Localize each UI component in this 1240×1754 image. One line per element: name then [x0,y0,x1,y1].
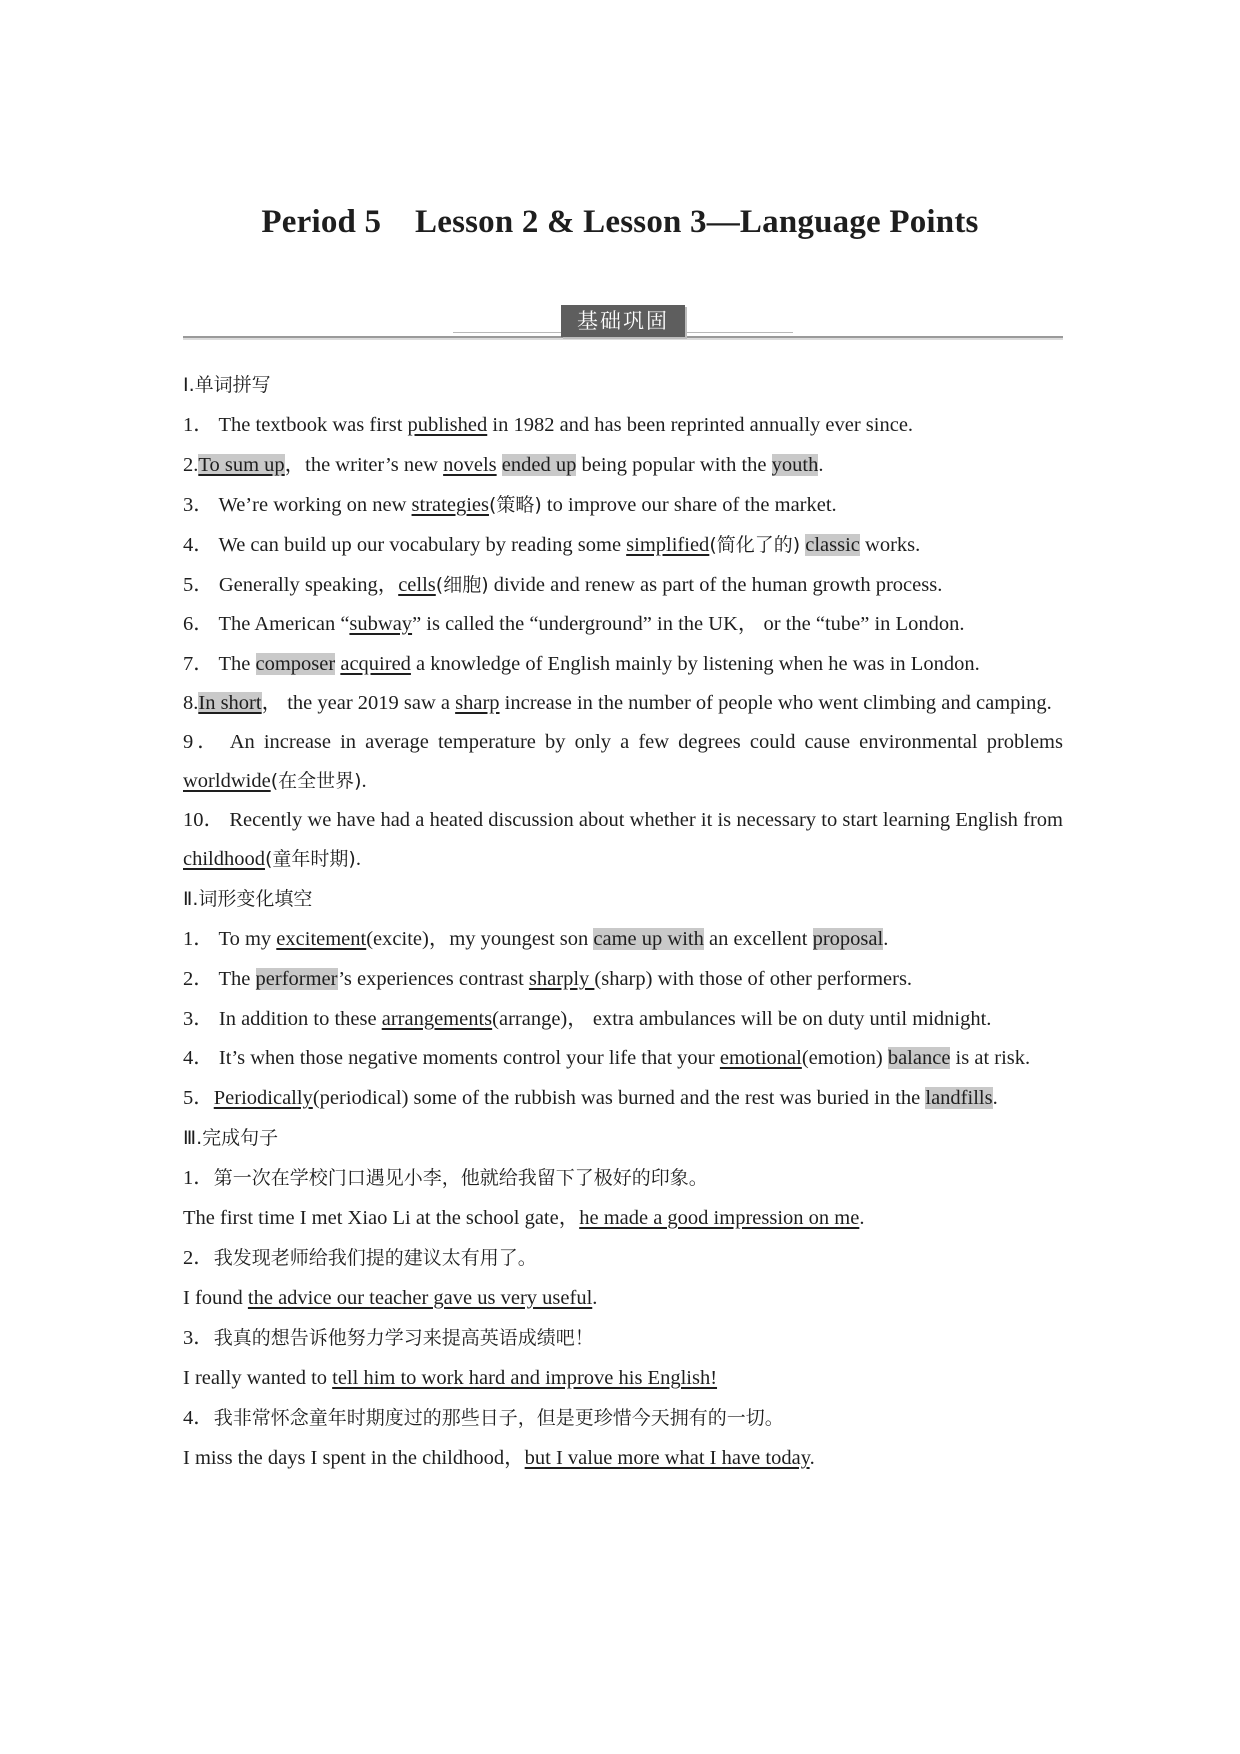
highlighted-answer: In short [198,692,262,714]
answer-underlined: simplified [626,534,710,556]
exercise-line [183,1398,1063,1438]
answer-underlined: but I value more what I have today [524,1447,810,1469]
highlighted-term: proposal [812,928,884,950]
chinese-text: (在全世界) [270,770,362,792]
exercise-line [183,485,1063,525]
text-segment: . [355,848,361,870]
answer-underlined: Periodically [213,1087,313,1109]
answer-underlined: sharply [528,968,595,990]
text-segment: 1． To my [183,928,277,950]
highlighted-term: performer [255,968,339,990]
chinese-text: (童年时期) [265,848,356,870]
answer-underlined: cells [398,574,436,596]
text-segment: I really wanted to [183,1367,333,1389]
exercise-line [183,959,1063,999]
text-segment: I miss the days I spent in the childhood， [183,1447,525,1469]
exercise-item [183,801,1063,879]
chinese-text: (简化了的) [709,534,801,556]
text-segment: 2. [183,454,199,476]
highlighted-answer: To sum up [198,454,285,476]
text-segment [497,454,502,476]
exercise-line [183,1158,1063,1198]
text-segment: divide and renew as part of the human growth process. [488,574,943,596]
text-segment: 3． In addition to these [183,1008,382,1030]
answer-underlined: worldwide [183,770,271,792]
answer-underlined: he made a good impression on me [579,1207,860,1229]
answer-underlined: emotional [719,1047,802,1069]
answer-underlined: strategies [411,494,489,516]
text-segment: . [809,1447,815,1469]
chinese-text: 我非常怀念童年时期度过的那些日子，但是更珍惜今天拥有的一切。 [213,1407,784,1429]
text-segment: 10． Recently we have had a heated discussion about whether it is necessary to start learning English from [183,809,1063,831]
answer-underlined: sharp [455,692,500,714]
text-segment: 4． [183,1407,214,1429]
chinese-text: 我发现老师给我们提的建议太有用了。 [213,1247,537,1269]
exercise-item [183,1039,1063,1078]
text-segment: (emotion) [801,1047,888,1069]
section-banner [183,300,1063,340]
text-segment: 4． It’s when those negative moments control your life that your [183,1047,720,1069]
exercise-item [183,684,1063,723]
section-heading [183,879,1063,919]
text-segment: 6． The American “ [183,613,350,635]
text-segment: (sharp) with those of other performers. [594,968,913,990]
text-segment: . [992,1087,998,1109]
text-segment: 2． [183,1247,214,1269]
answer-underlined: acquired [340,653,411,675]
text-segment: 4． We can build up our vocabulary by reading some [183,534,627,556]
text-segment: 3． [183,1327,214,1349]
text-segment: . [818,454,824,476]
exercise-line [183,405,1063,445]
text-segment: Ⅲ.完成句子 [183,1127,279,1149]
answer-underlined: tell him to work hard and improve his English! [332,1367,718,1389]
answer-underlined: novels [443,454,497,476]
section-heading [183,1118,1063,1158]
text-segment: works. [859,534,921,556]
text-segment: being popular with the [576,454,772,476]
chinese-text: 我真的想告诉他努力学习来提高英语成绩吧！ [213,1327,594,1349]
highlighted-term: landfills [925,1087,993,1109]
page-title: Period 5 Lesson 2 & Lesson 3—Language Points [261,204,979,240]
highlighted-term: youth [771,454,819,476]
text-segment: 8. [183,692,199,714]
answer-underlined: the advice our teacher gave us very useful [247,1287,593,1309]
text-segment: Ⅱ.词形变化填空 [183,888,313,910]
answer-underlined: subway [349,613,413,635]
text-segment: an excellent [703,928,813,950]
text-segment: (periodical) some of the rubbish was burned and the rest was buried in the [312,1087,926,1109]
exercise-item [183,723,1063,801]
chinese-text: (细胞) [435,574,489,596]
exercise-line [183,1318,1063,1358]
exercise-item [183,605,1063,644]
text-segment: 3． We’re working on new [183,494,412,516]
text-segment: . [361,770,367,792]
exercise-line [183,644,1063,684]
highlighted-term: came up with [593,928,704,950]
highlighted-term: classic [805,534,860,556]
exercise-line [183,1198,1063,1238]
highlighted-term: ended up [501,454,577,476]
text-segment: The first time I met Xiao Li at the school gate， [183,1207,580,1229]
text-segment: ” is called the “underground” in the UK， or the “tube” in London. [412,613,965,635]
exercise-line [183,999,1063,1039]
text-segment: ’s experiences contrast [338,968,529,990]
exercise-line [183,525,1063,565]
chinese-text: 第一次在学校门口遇见小李，他就给我留下了极好的印象。 [213,1167,708,1189]
section-badge: 基础巩固 [561,305,685,337]
highlighted-term: composer [255,653,336,675]
text-segment: a knowledge of English mainly by listening when he was in London. [410,653,980,675]
exercise-line [183,1358,1063,1398]
text-segment: Ⅰ.单词拼写 [183,374,271,396]
text-segment: increase in the number of people who went climbing and camping. [499,692,1052,714]
answer-underlined: childhood [183,848,265,870]
text-segment: ，the writer’s new [284,454,444,476]
text-segment: 1． The textbook was first [183,414,408,436]
text-segment: 5． [183,1087,214,1109]
exercise-line [183,445,1063,485]
text-segment: 1． [183,1167,214,1189]
text-segment: to improve our share of the market. [541,494,837,516]
text-segment: (arrange)， extra ambulances will be on duty until midnight. [492,1008,992,1030]
chinese-text: (策略) [488,494,542,516]
highlighted-term: balance [887,1047,951,1069]
text-segment: 9． An increase in average temperature by only a few degrees could cause environmental problems [183,731,1063,753]
exercise-body [183,365,1063,1478]
answer-underlined: excitement [276,928,367,950]
text-segment: 2． The [183,968,256,990]
exercise-line [183,1278,1063,1318]
answer-underlined: published [407,414,488,436]
section-heading [183,365,1063,405]
exercise-line [183,1238,1063,1278]
text-segment: . [883,928,889,950]
exercise-line [183,1438,1063,1478]
text-segment: . [859,1207,865,1229]
exercise-line [183,919,1063,959]
banner-rule-shadow [183,338,1063,340]
text-segment: ， the year 2019 saw a [261,692,456,714]
text-segment: (excite)，my youngest son [366,928,594,950]
text-segment: in 1982 and has been reprinted annually ever since. [487,414,914,436]
exercise-line [183,565,1063,605]
text-segment: is at risk. [950,1047,1031,1069]
answer-underlined: arrangements [381,1008,493,1030]
exercise-line [183,1078,1063,1118]
text-segment: I found [183,1287,248,1309]
text-segment: 7． The [183,653,256,675]
text-segment: . [592,1287,598,1309]
text-segment: 5． Generally speaking， [183,574,399,596]
